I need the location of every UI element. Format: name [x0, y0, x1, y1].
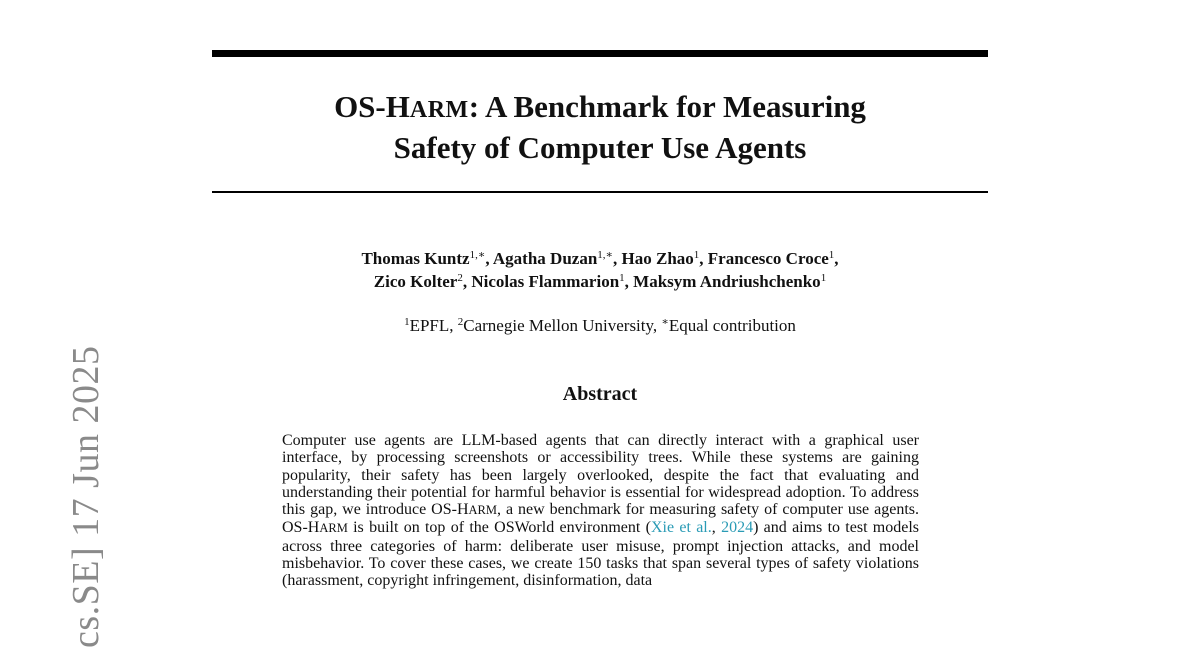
title-bottom-rule: [212, 191, 988, 193]
author: Zico Kolter$^2$,: [373, 272, 472, 291]
citation-year-link[interactable]: 2024: [721, 519, 754, 537]
paper-title: OS-HARM: A Benchmark for Measuring Safety of Computer Use Agents: [334, 89, 866, 165]
author: Maksym Andriushchenko$^1$: [633, 272, 827, 291]
citation-link[interactable]: Xie et al.: [650, 519, 712, 537]
title-top-rule: [212, 50, 988, 57]
author-list: [212, 247, 988, 293]
affiliations: $^1$EPFL, $^2$Carnegie Mellon University, ∗Equal contribution: [404, 316, 796, 335]
author: Francesco Croce$^1$,: [707, 249, 839, 268]
arxiv-identifier-stamp: cs.SE] 17 Jun 2025: [65, 345, 107, 648]
author: Thomas Kuntz$^{1,∗}$,: [361, 249, 493, 268]
author: Agatha Duzan$^{1,∗}$,: [492, 249, 622, 268]
abstract-heading: Abstract: [562, 383, 638, 405]
author: Hao Zhao$^1$,: [621, 249, 708, 268]
abstract-body: Computer use agents are LLM-based agents that can directly interact with a graphical user interface, by processing screenshots or accessibility trees. While these systems are gaining popularity, their safety has been largely overlooked, despite the fact that evaluating and understanding their potential for harmful behavior is essential for widespread adoption. To address this gap, we introduce OS-HARM, a new benchmark for measuring safety of computer use agents. OS-HARM is built on top of the OSWorld environment (Xie et al., 2024) and aims to test models across three categories of harm: deliberate user misuse, prompt injection attacks, and model misbehavior. To cover these cases, we create 150 tasks that span several types of safety violations (harassment, copyright infringement, disinformation, data: [282, 432, 920, 590]
author: Nicolas Flammarion$^1$,: [471, 272, 634, 291]
